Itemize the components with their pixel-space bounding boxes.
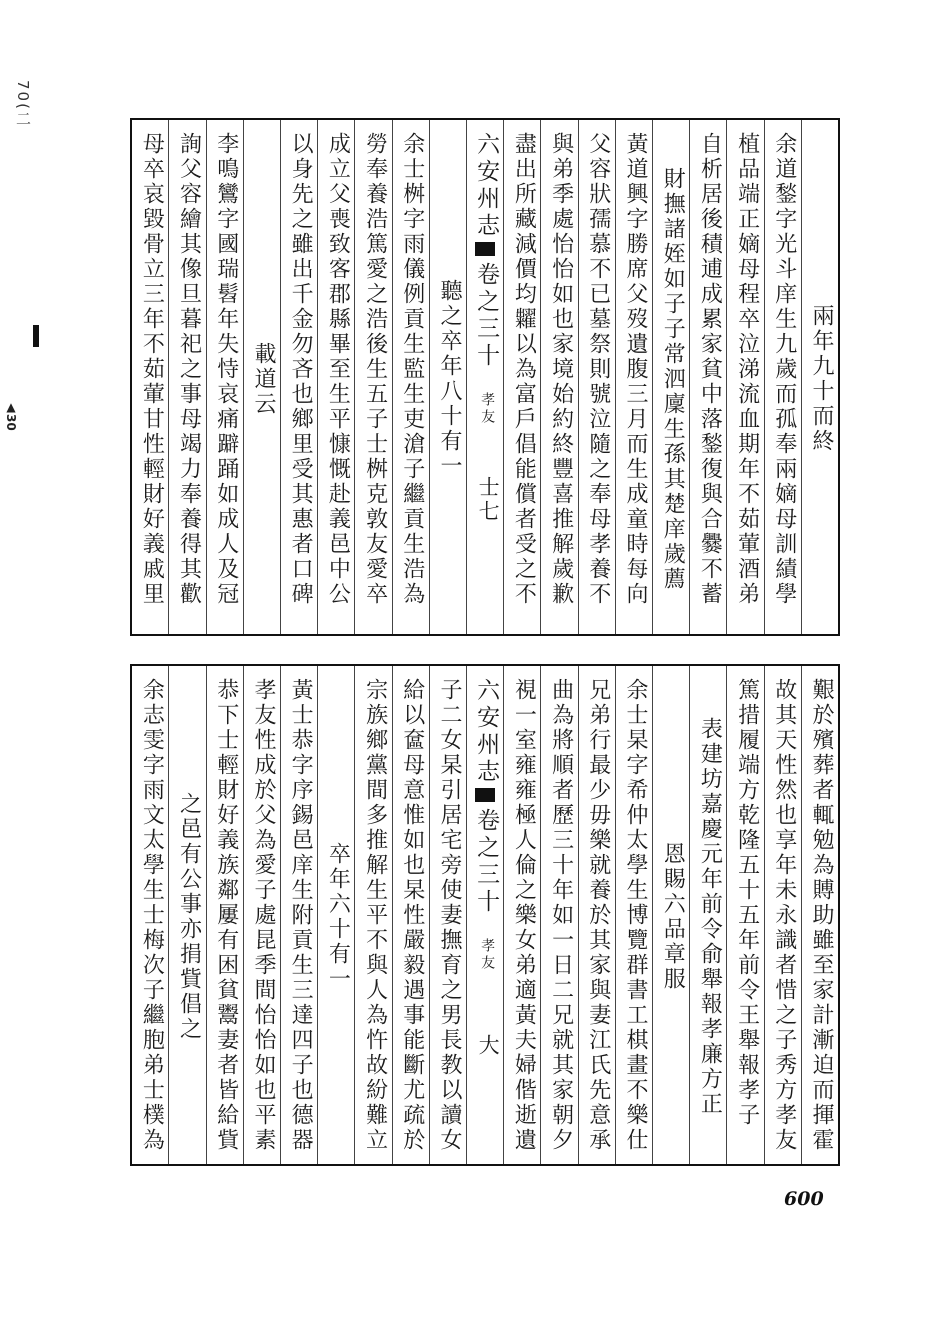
column-text: 子二女杲引居宅旁使妻撫育之男長教以讀女	[436, 678, 462, 1153]
top-text-column	[317, 120, 354, 634]
column-text: 載道云	[250, 341, 276, 417]
column-text: 宗族鄉黨間多推解生平不與人為忤故紛難立	[362, 678, 388, 1153]
column-text: 成立父喪致客郡縣畢至生平慷慨赴義邑中公	[325, 132, 351, 607]
bottom-text-column	[503, 666, 540, 1164]
top-text-column	[540, 120, 577, 634]
column-text: 詢父容繪其像旦暮祀之事母竭力奉養得其歡	[176, 132, 202, 607]
bottom-text-column	[132, 666, 168, 1164]
column-text: 以身先之雖出千金勿吝也鄉里受其惠者口碑	[288, 132, 314, 607]
margin-code-label: ▲30	[4, 400, 18, 431]
book-title: 六安州志	[473, 132, 500, 240]
fishtail-mark	[475, 242, 495, 256]
section-label: 孝友	[479, 938, 496, 972]
bottom-text-column	[280, 666, 317, 1164]
bottom-center-fold	[466, 666, 503, 1164]
top-text-column	[354, 120, 391, 634]
page-number: 600	[784, 1188, 824, 1210]
volume-label: 卷之三十	[473, 262, 500, 370]
book-title: 六安州志	[473, 678, 500, 786]
column-text: 余士桝字雨儀例貢生監生吏滄子繼貢生浩為	[399, 132, 425, 607]
column-text: 兩年九十而終	[809, 304, 834, 454]
bottom-text-column	[578, 666, 615, 1164]
bottom-page-columns	[132, 666, 838, 1164]
bottom-text-column	[689, 666, 726, 1164]
bottom-text-column	[726, 666, 763, 1164]
column-text: 母卒哀毀骨立三年不茹葷甘性輕財好義戚里	[139, 132, 165, 607]
volume-label: 卷之三十	[473, 808, 500, 916]
top-text-column	[689, 120, 726, 634]
column-text: 財撫諸姪如子子常泗廩生孫其楚庠歲薦	[660, 166, 686, 592]
column-text: 余志雯字雨文太學生士梅次子繼胞弟士樸為	[139, 678, 165, 1153]
column-text: 黃士恭字序錫邑庠生附貢生三達四子也德器	[288, 678, 314, 1153]
top-page-frame	[130, 118, 840, 636]
fishtail-mark	[475, 788, 495, 802]
column-text: 植品端正嫡母程卒泣涕流血期年不茹葷酒弟	[734, 132, 760, 607]
column-text: 曲為將順者歷三十年如一日二兄就其家朝夕	[548, 678, 574, 1153]
column-text: 之邑有公事亦捐貲倡之	[176, 792, 202, 1042]
column-text: 兄弟行最少毋樂就養於其家與妻江氏先意承	[585, 678, 611, 1153]
top-page-columns	[132, 120, 838, 634]
column-text: 恩賜六品章服	[660, 842, 686, 992]
bottom-text-column	[764, 666, 801, 1164]
top-text-column	[243, 120, 280, 634]
bottom-page-frame	[130, 664, 840, 1166]
top-text-column	[392, 120, 429, 634]
top-text-column	[132, 120, 168, 634]
column-text: 聽之卒年八十有一	[436, 279, 462, 479]
section-label: 孝友	[479, 392, 496, 426]
column-text: 余道鍫字光斗庠生九歲而孤奉兩嫡母訓績學	[771, 132, 797, 607]
top-text-column	[206, 120, 243, 634]
column-text: 盡出所藏減價均糶以為富戶倡能償者受之不	[511, 132, 537, 607]
bottom-text-column	[354, 666, 391, 1164]
column-text: 父容狀孺慕不已墓祭則號泣隨之奉母孝養不	[585, 132, 611, 607]
top-text-column	[764, 120, 801, 634]
column-text: 孝友性成於父為愛子處昆季間怡怡如也平素	[250, 678, 276, 1153]
bottom-text-column	[801, 666, 838, 1164]
bottom-text-column	[317, 666, 354, 1164]
top-text-column	[578, 120, 615, 634]
bottom-text-column	[540, 666, 577, 1164]
column-text: 卒年六十有一	[325, 842, 351, 992]
column-text: 與弟季處怡怡如也家境始約終豐喜推解歲歉	[548, 132, 574, 607]
folio-number: 大	[476, 1034, 501, 1058]
column-text: 自析居後積逋成累家貧中落鍫復與合爨不蓄	[697, 132, 723, 607]
top-text-column	[652, 120, 689, 634]
top-text-column	[726, 120, 763, 634]
column-text: 給以奩母意惟如也杲性嚴毅遇事能斷尤疏於	[399, 678, 425, 1153]
column-text: 余士杲字希仲太學生博覽群書工棋畫不樂仕	[622, 678, 648, 1153]
column-text: 李鳴鸞字國瑞髫年失恃哀痛躃踊如成人及冠	[213, 132, 239, 607]
column-text: 表建坊嘉慶元年前令俞舉報孝廉方正	[697, 717, 723, 1117]
column-text: 篤措履端方乾隆五十五年前令王舉報孝子	[734, 678, 760, 1128]
top-text-column	[429, 120, 466, 634]
bottom-text-column	[429, 666, 466, 1164]
margin-ink-mark	[33, 325, 39, 347]
bottom-text-column	[615, 666, 652, 1164]
top-text-column	[168, 120, 205, 634]
column-text: 故其天性然也享年未永識者惜之子秀方孝友	[771, 678, 797, 1153]
bottom-text-column	[206, 666, 243, 1164]
top-text-column	[801, 120, 838, 634]
bottom-text-column	[243, 666, 280, 1164]
column-text: 恭下士輕財好義族鄰屢有困貧鬻妻者皆給貲	[213, 678, 239, 1153]
margin-handwritten-note: 70(二	[14, 80, 32, 128]
column-text: 黃道興字勝席父歿遺腹三月而生成童時每向	[622, 132, 648, 607]
column-text: 視一室雍雍極人倫之樂女弟適黃夫婦偕逝遺	[511, 678, 537, 1153]
bottom-text-column	[392, 666, 429, 1164]
top-center-fold	[466, 120, 503, 634]
top-text-column	[280, 120, 317, 634]
bottom-text-column	[168, 666, 205, 1164]
top-text-column	[615, 120, 652, 634]
bottom-text-column	[652, 666, 689, 1164]
folio-number: 士七	[476, 476, 501, 524]
top-text-column	[503, 120, 540, 634]
column-text: 勞奉養浩篤愛之浩後生五子士桝克敦友愛卒	[362, 132, 388, 607]
column-text: 艱於殯葬者輒勉為賻助雖至家計漸迫而揮霍	[809, 678, 834, 1153]
